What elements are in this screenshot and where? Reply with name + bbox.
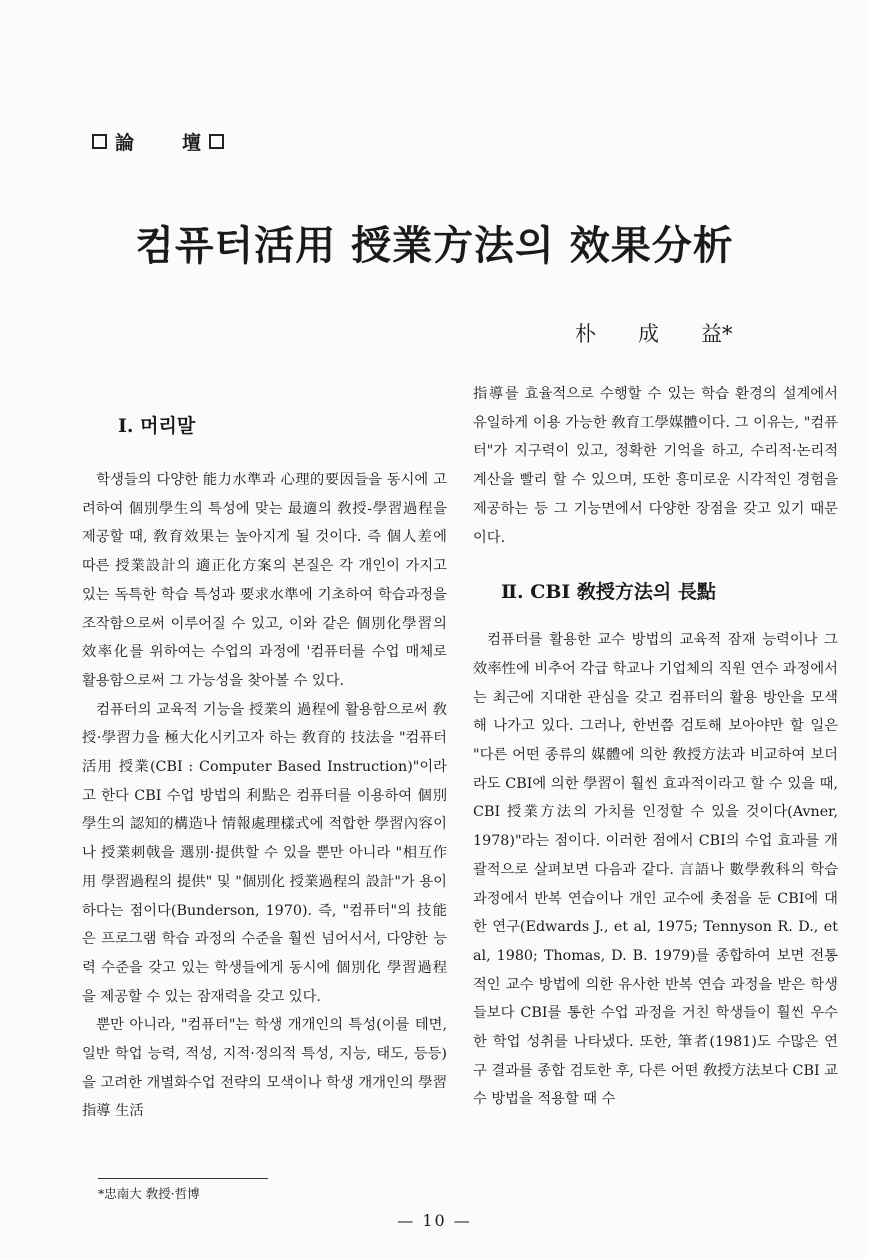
- section-heading-cbi: Ⅱ. CBI 敎授方法의 長點: [501, 581, 716, 604]
- section-tag-right: 壇: [182, 132, 204, 154]
- body-paragraph: 뿐만 아니라, "컴퓨터"는 학생 개개인의 특성(이를 테면, 일반 학업 능력, 적성, 지적·정의적 특성, 지능, 태도, 등등)을 고려한 개별화수업 전략의 모색이나 학생 개개인의 學習指導 生活: [82, 1017, 447, 1120]
- article-title: 컴퓨터活用 授業方法의 效果分析: [135, 222, 734, 269]
- left-column: [82, 400, 447, 1126]
- page-number: — 10 —: [397, 1211, 472, 1230]
- body-paragraph-continuation: 指導를 효율적으로 수행할 수 있는 학습 환경의 설계에서 유일하게 이용 가능한 敎育工學媒體이다. 그 이유는, "컴퓨터"가 지구력이 있고, 정확한 기억을 하고, 수리적·논리적 계산을 빨리 할 수 있으며, 또한 흥미로운 시각적인 경험을 제공하는 등 그 기능면에서 다양한 장점을 갖고 있기 때문이다.: [473, 386, 838, 546]
- square-box-icon: [92, 134, 107, 149]
- section-tag-left: 論: [115, 132, 137, 154]
- body-paragraph: 학생들의 다양한 能力水準과 心理的要因들을 동시에 고려하여 個別學生의 특성에 맞는 最適의 敎授-學習過程을 제공할 때, 敎育效果는 높아지게 될 것이다. 즉 個人差에 따른 授業設計의 適正化方案의 본질은 각 개인이 가지고 있는 독특한 학습 특성과 要求水準에 기초하여 학습과정을 조작함으로써 이루어질 수 있고, 이와 같은 個別化學習의 效率化를 위하여는 수업의 과정에 '컴퓨터를 수업 매체로 활용함으로써 그 가능성을 찾아볼 수 있다.: [82, 472, 447, 689]
- footnote: *忠南大 敎授·哲博: [98, 1186, 200, 1201]
- body-paragraph: 컴퓨터를 활용한 교수 방법의 교육적 잠재 능력이나 그 效率性에 비추어 각급 학교나 기업체의 직원 연수 과정에서는 최근에 지대한 관심을 갖고 컴퓨터의 활용 방안을 모색해 나가고 있다. 그러나, 한번쯤 검토해 보아야만 할 일은 "다른 어떤 종류의 媒體에 의한 敎授方法과 비교하여 보더라도 CBI에 의한 學習이 훨씬 효과적이라고 할 수 있을 때, CBI 授業方法의 가치를 인정할 수 있을 것이다(Avner, 1978)"라는 점이다. 이러한 점에서 CBI의 수업 효과를 개괄적으로 살펴보면 다음과 같다. 言語나 數學敎科의 학습과정에서 반복 연습이나 개인 교수에 촛점을 둔 CBI에 대한 연구(Edwards J., et al, 1975; Tennyson R. D., et al, 1980; Thomas, D. B. 1979)를 종합하여 보면 전통적인 교수 방법에 의한 유사한 반복 연습 과정을 받은 학생들보다 CBI를 통한 수업 과정을 거친 학생들이 훨씬 우수한 학업 성취를 나타냈다. 또한, 筆者(1981)도 수많은 연구 결과를 종합 검토한 후, 다른 어떤 敎授方法보다 CBI 교수 방법을 적용할 때 수: [473, 632, 838, 1108]
- author-name: 朴 成 益*: [575, 322, 733, 346]
- body-paragraph: 컴퓨터의 교육적 기능을 授業의 過程에 활용함으로써 敎授·學習力을 極大化시키고자 하는 敎育的 技法을 "컴퓨터活用 授業(CBI : Computer Based Instruction)"이라고 한다 CBI 수업 방법의 利點은 컴퓨터를 이용하여 個別學生의 認知的構造나 情報處理樣式에 적합한 學習內容이나 授業刺戟을 選別·提供할 수 있을 뿐만 아니라 "相互作用 學習過程의 提供" 및 "個別化 授業過程의 設計"가 용이하다는 점이다(Bunderson, 1970). 즉, "컴퓨터"의 技能은 프로그램 학습 과정의 수준을 훨씬 넘어서서, 다양한 능력 수준을 갖고 있는 학생들에게 동시에 個別化 學習過程을 제공할 수 있는 잠재력을 갖고 있다.: [82, 701, 447, 1005]
- right-column: [473, 380, 838, 1114]
- section-tag: [92, 128, 224, 155]
- section-heading-intro: Ⅰ. 머리말: [118, 415, 196, 437]
- footnote-divider: [98, 1178, 268, 1179]
- square-box-icon: [209, 134, 224, 149]
